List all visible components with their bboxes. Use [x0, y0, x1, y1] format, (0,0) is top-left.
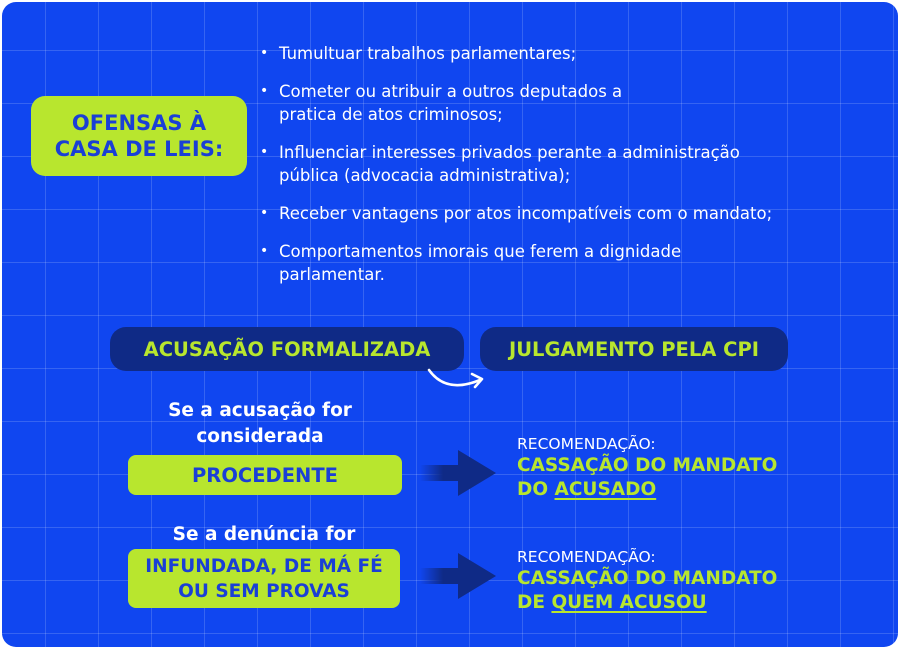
verdict-procedente: PROCEDENTE — [128, 455, 402, 495]
arrow-right-icon — [420, 448, 500, 498]
condition-text: Se a denúncia for — [172, 524, 356, 545]
curved-arrow-icon — [424, 366, 494, 398]
step-cpi-judgment: JULGAMENTO PELA CPI — [480, 327, 788, 371]
condition-text: Se a acusação for considerada — [168, 400, 352, 447]
offense-item: • Comportamentos imorais que ferem a dignidade parlamentar. — [260, 240, 769, 286]
recommendation-result: CASSAÇÃO DO MANDATO DO ACUSADO — [517, 455, 778, 500]
verdict-infundada: INFUNDADA, DE MÁ FÉ OU SEM PROVAS — [128, 549, 400, 608]
offense-item: • Tumultuar trabalhos parlamentares; — [260, 42, 890, 65]
recommendation-block — [517, 547, 777, 615]
recommendation-heading: RECOMENDAÇÃO: — [517, 435, 656, 453]
recommendation-heading: RECOMENDAÇÃO: — [517, 548, 656, 566]
step-accusation-formalized: ACUSAÇÃO FORMALIZADA — [110, 327, 464, 371]
recommendation-result: CASSAÇÃO DO MANDATO DE QUEM ACUSOU — [517, 568, 778, 613]
offense-item: • Influenciar interesses privados perante a administração pública (advocacia administrativa); — [260, 141, 779, 187]
recommendation-block — [517, 434, 777, 502]
offense-item: • Receber vantagens por atos incompatíveis com o mandato; — [260, 202, 890, 225]
offenses-label: OFENSAS À CASA DE LEIS: — [31, 96, 247, 176]
arrow-right-icon — [420, 551, 500, 601]
offense-item: • Cometer ou atribuir a outros deputados a pratica de atos criminosos; — [260, 80, 679, 126]
infographic-board — [2, 2, 898, 647]
offenses-list — [260, 42, 890, 301]
